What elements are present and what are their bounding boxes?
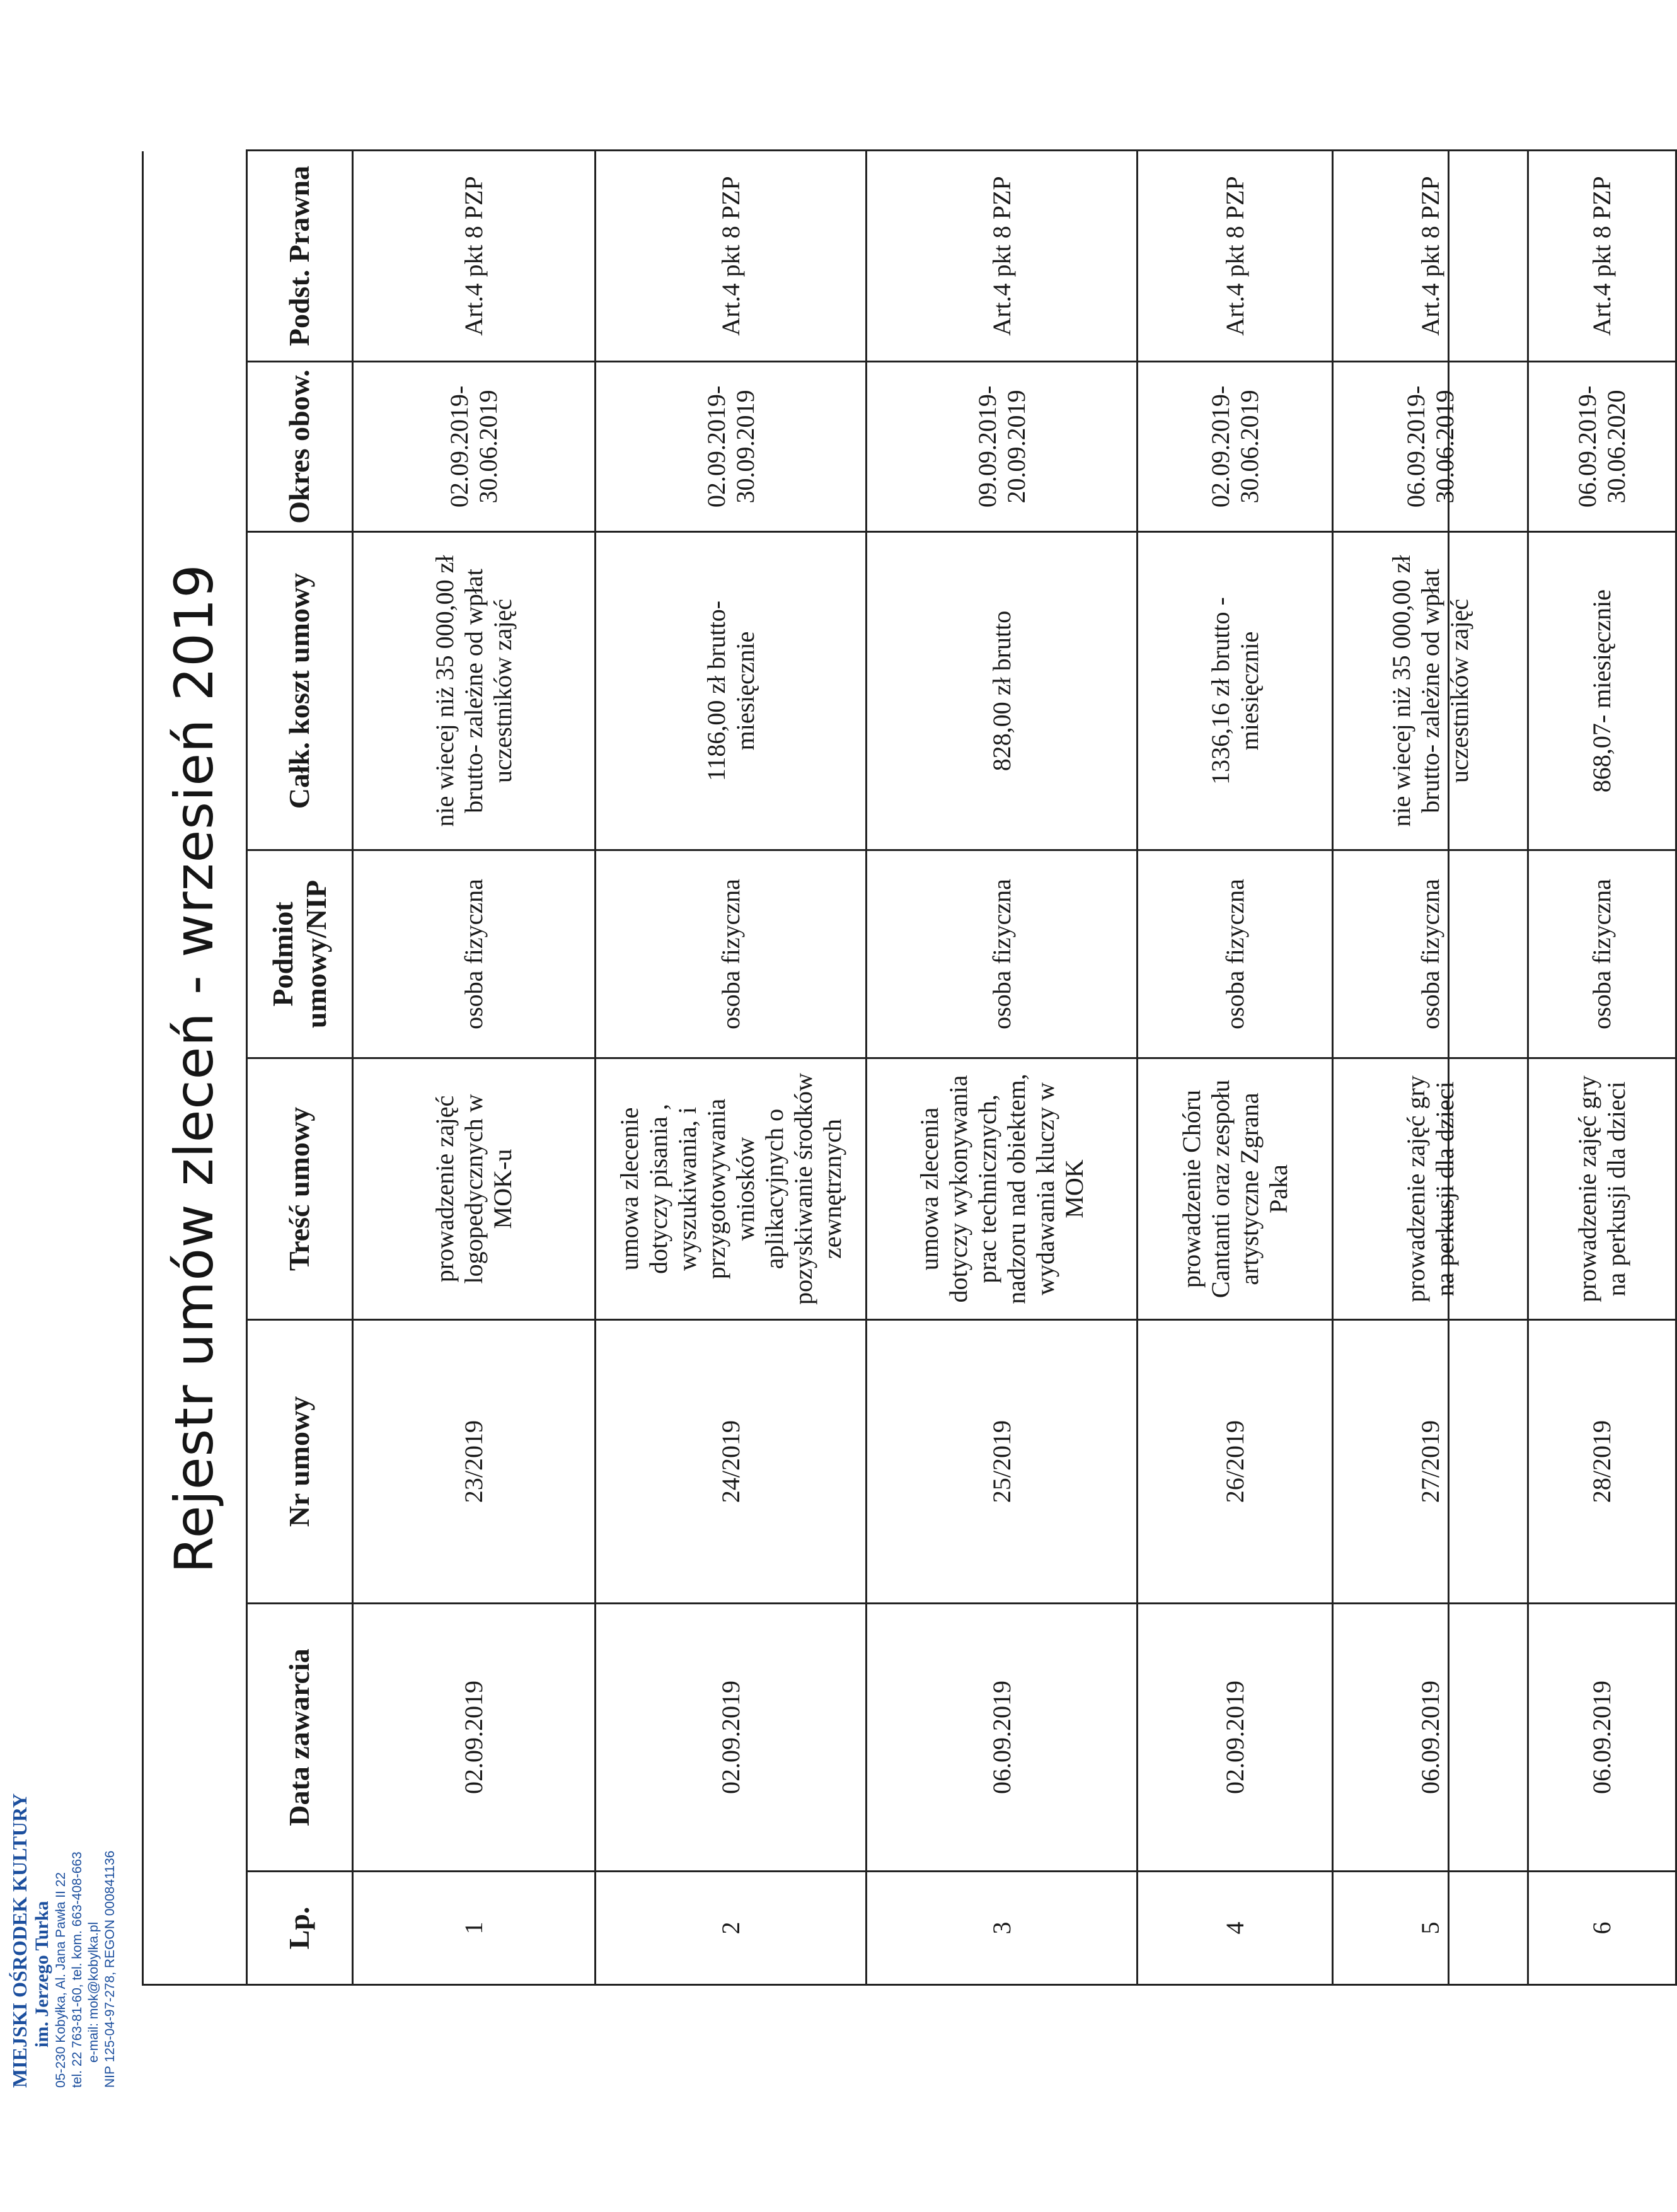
cell-date: 02.09.2019 (596, 1604, 867, 1872)
cell-party: osoba fizyczna (1333, 850, 1528, 1058)
cell-party: osoba fizyczna (353, 850, 596, 1058)
cell-legal: Art.4 pkt 8 PZP (1528, 151, 1676, 362)
cell-number: 26/2019 (1138, 1320, 1333, 1604)
cell-period: 09.09.2019- 20.09.2019 (867, 362, 1138, 532)
cell-cost: 1336,16 zł brutto - miesięcznie (1138, 532, 1333, 850)
cell-number: 28/2019 (1528, 1320, 1676, 1604)
header-number: Nr umowy (247, 1320, 353, 1604)
cell-number: 23/2019 (353, 1320, 596, 1604)
stamp-patron: im. Jerzego Turka (32, 1901, 52, 2047)
stamp-address: 05-230 Kobyłka, Al. Jana Pawła II 22 (54, 1872, 68, 2088)
cell-lp: 4 (1138, 1872, 1333, 1985)
stamp-email: e-mail: mok@kobylka.pl (86, 1921, 101, 2063)
cell-cost: nie wiecej niż 35 000,00 zł brutto- zależne od wpłat uczestników zajęć (353, 532, 596, 850)
cell-party: osoba fizyczna (867, 850, 1138, 1058)
cell-content: prowadzenie zajęć logopedycznych w MOK-u (353, 1058, 596, 1320)
cell-party: osoba fizyczna (1138, 850, 1333, 1058)
cell-cost: 1186,00 zł brutto- miesięcznie (596, 532, 867, 850)
cell-number: 25/2019 (867, 1320, 1138, 1604)
cell-date: 02.09.2019 (353, 1604, 596, 1872)
cell-date: 06.09.2019 (1528, 1604, 1676, 1872)
cell-content: prowadzenie zajęć gry na perkusji dla dzieci (1528, 1058, 1676, 1320)
header-period: Okres obow. (247, 362, 353, 532)
table-row (353, 151, 596, 1985)
cell-party: osoba fizyczna (1528, 850, 1676, 1058)
header-lp: Lp. (247, 1872, 353, 1985)
cell-date: 06.09.2019 (1333, 1604, 1528, 1872)
document-title: Rejestr umów zleceń - wrzesień 2019 (163, 564, 225, 1573)
cell-legal: Art.4 pkt 8 PZP (596, 151, 867, 362)
header-content: Treść umowy (247, 1058, 353, 1320)
institution-stamp (0, 1793, 139, 2093)
cell-content: umowa zlecenia dotyczy wykonywania prac technicznych, nadzoru nad obiektem, wydawania kluczy w MOK (867, 1058, 1138, 1320)
cell-legal: Art.4 pkt 8 PZP (1333, 151, 1528, 362)
cell-legal: Art.4 pkt 8 PZP (1138, 151, 1333, 362)
cell-number: 24/2019 (596, 1320, 867, 1604)
cell-date: 02.09.2019 (1138, 1604, 1333, 1872)
cell-period: 02.09.2019- 30.06.2019 (353, 362, 596, 532)
cell-lp: 6 (1528, 1872, 1676, 1985)
cell-legal: Art.4 pkt 8 PZP (353, 151, 596, 362)
cell-party: osoba fizyczna (596, 850, 867, 1058)
cell-period: 02.09.2019- 30.06.2019 (1138, 362, 1333, 532)
table-row (867, 151, 1138, 1985)
cell-date: 06.09.2019 (867, 1604, 1138, 1872)
header-date: Data zawarcia (247, 1604, 353, 1872)
cell-period: 02.09.2019- 30.09.2019 (596, 362, 867, 532)
cell-lp: 5 (1333, 1872, 1528, 1985)
stamp-tax-ids: NIP 125-04-97-278, REGON 000841136 (103, 1850, 117, 2088)
cell-content: prowadzenie zajęć gry na perkusji dla dzieci (1333, 1058, 1528, 1320)
stamp-phone: tel. 22 763-81-60, tel. kom. 663-408-663 (70, 1851, 84, 2088)
cell-cost: 828,00 zł brutto (867, 532, 1138, 850)
cell-cost: 868,07- miesięcznie (1528, 532, 1676, 850)
cell-period: 06.09.2019- 30.06.2020 (1528, 362, 1676, 532)
table-row (1528, 151, 1676, 1985)
cell-content: prowadzenie Chóru Cantanti oraz zespołu artystyczne Zgrana Paka (1138, 1058, 1333, 1320)
cell-legal: Art.4 pkt 8 PZP (867, 151, 1138, 362)
cell-period: 06.09.2019- 30.06.2019 (1333, 362, 1528, 532)
table-row (1138, 151, 1333, 1985)
table-header-row (247, 151, 353, 1985)
cell-lp: 3 (867, 1872, 1138, 1985)
cell-lp: 1 (353, 1872, 596, 1985)
cell-number: 27/2019 (1333, 1320, 1528, 1604)
table-row (596, 151, 867, 1985)
cell-cost: nie wiecej niż 35 000,00 zł brutto- zależne od wpłat uczestników zajęć (1333, 532, 1528, 850)
header-legal: Podst. Prawna (247, 151, 353, 362)
table-row (1333, 151, 1528, 1985)
cell-content: umowa zlecenie dotyczy pisania , wyszukiwania, i przygotowywania wniosków aplikacyjnych o pozyskiwanie środków zewnętrznych (596, 1058, 867, 1320)
header-cost: Całk. koszt umowy (247, 532, 353, 850)
header-party: Podmiot umowy/NIP (247, 850, 353, 1058)
stamp-institution-name: MIEJSKI OŚRODEK KULTURY (8, 1793, 31, 2088)
contracts-table (246, 149, 1677, 1986)
cell-lp: 2 (596, 1872, 867, 1985)
register-document (142, 151, 1630, 1986)
